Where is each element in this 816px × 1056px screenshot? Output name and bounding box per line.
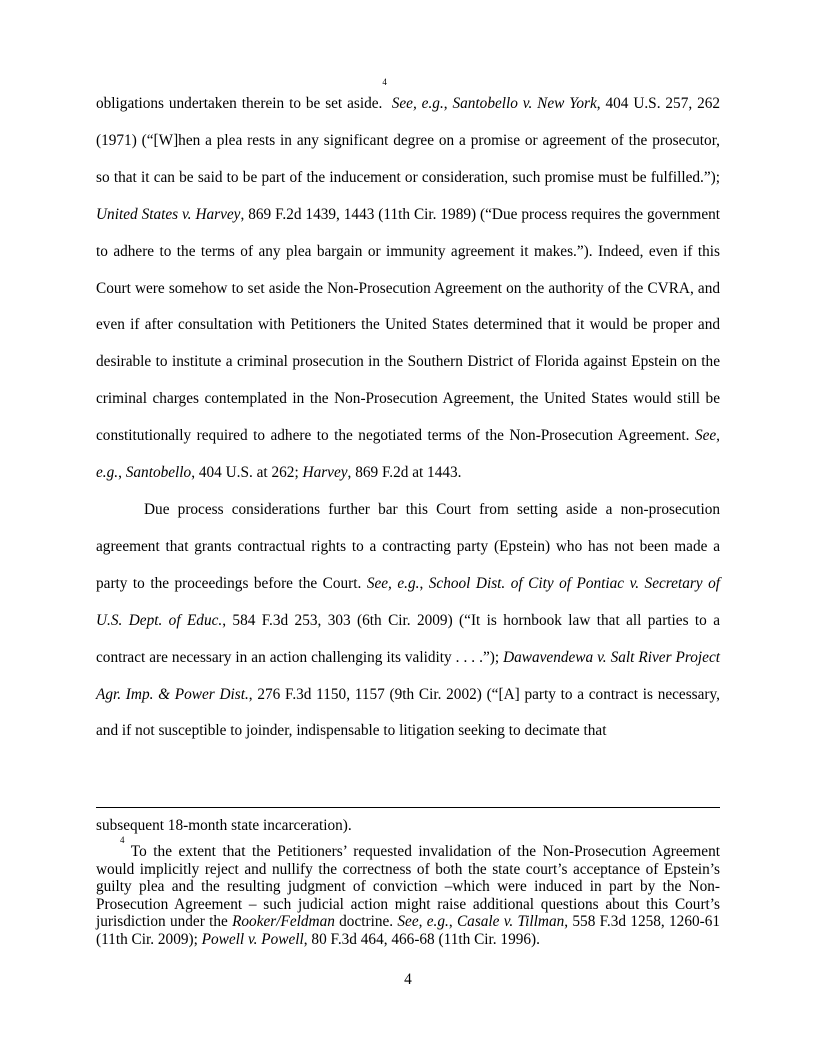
paragraph-obligations [96, 77, 721, 492]
footnote-marker: 4 [382, 77, 387, 87]
citation-text: See, e.g. [397, 913, 449, 930]
citation-text: See, e.g. [96, 427, 720, 482]
citation-text: United States v. Harvey [96, 205, 241, 223]
citation-text: See, e.g. [366, 574, 420, 592]
footnote-separator [96, 807, 720, 808]
body-text: , 276 F.3d 1150, 1157 (9th Cir. 2002) (“[A] party to a contract is necessary, and if not susceptible to joinder, indispensable to litigation seeking to decimate that [96, 685, 720, 740]
body-text: , 558 F.3d 1258, 1260-61 (11th Cir. 2009); [96, 913, 721, 948]
citation-text: Santobello v. New York [452, 95, 597, 112]
citation-text: Dawavendewa v. Salt River Project Agr. Imp. & Power Dist. [96, 648, 720, 703]
body-text: doctrine. [334, 913, 398, 930]
body-text: obligations undertaken therein to be set aside. [96, 95, 383, 112]
body-text: Due process considerations further bar this Court from setting aside a non-prosecution agreement that grants contractual rights to a contracting party (Epstein) who has not been made a party to the proceedings before the Court. [96, 500, 720, 592]
footnote-marker: 4 [120, 835, 125, 845]
citation-text: Casale v. Tillman [456, 913, 565, 930]
page-number: 4 [404, 971, 412, 988]
citation-text: Rooker/Feldman [232, 913, 335, 930]
citation-text: School Dist. of City of Pontiac v. Secretary of U.S. Dept. of Educ. [96, 574, 720, 629]
footnote-4 [96, 835, 721, 948]
body-text: , [448, 913, 457, 930]
body-text: , 404 U.S. 257, 262 (1971) (“[W]hen a plea rests in any significant degree on a promise or agreement of the prosecutor, so that it can be said to be part of the inducement or consideration, such promise must be fulfilled.”); [96, 95, 721, 186]
body-text: subsequent 18-month state incarceration). [96, 817, 352, 834]
body-text: , 404 U.S. at 262; [191, 464, 303, 482]
paragraph-due-process [96, 492, 720, 750]
body-text: , 869 F.2d 1439, 1443 (11th Cir. 1989) (“Due process requires the government to adhere to the terms of any plea bargain or immunity agreement it makes.”). Indeed, even if this Court were somehow to set aside the Non-Prosecution Agreement on the authority of the CVRA, and even if after consultation with Petitioners the United States determined that it would be proper and desirable to institute a criminal prosecution in the Southern District of Florida against Epstein on the criminal charges contemplated in the Non-Prosecution Agreement, the United States would still be constitutionally required to adhere to the negotiated terms of the Non-Prosecution Agreement. [96, 205, 721, 445]
body-text: , [419, 574, 429, 592]
citation-text: See, e.g. [391, 95, 444, 112]
footnote-continuation [96, 817, 720, 835]
body-text: , 584 F.3d 253, 303 (6th Cir. 2009) (“It is hornbook law that all parties to a contract are necessary in an action challenging its validity . . . .”); [96, 611, 720, 666]
citation-text: Harvey [302, 464, 348, 482]
body-text: , 869 F.2d at 1443. [347, 464, 462, 482]
body-text: To the extent that the Petitioners’ requested invalidation of the Non-Prosecution Agreement would implicitly reject and nullify the correctness of both the state court’s acceptance of Epstein’s guilty plea and the resulting judgment of conviction –which were induced in part by the Non-Prosecution Agreement – such judicial action might raise additional questions about this Court’s jurisdiction under the [96, 843, 720, 930]
body-text: , [443, 95, 453, 112]
page-body [96, 77, 721, 750]
citation-text: Santobello [125, 464, 192, 482]
body-text: , 80 F.3d 464, 466-68 (11th Cir. 1996). [303, 930, 540, 948]
body-text: , [118, 464, 126, 482]
citation-text: Powell v. Powell [201, 930, 304, 948]
